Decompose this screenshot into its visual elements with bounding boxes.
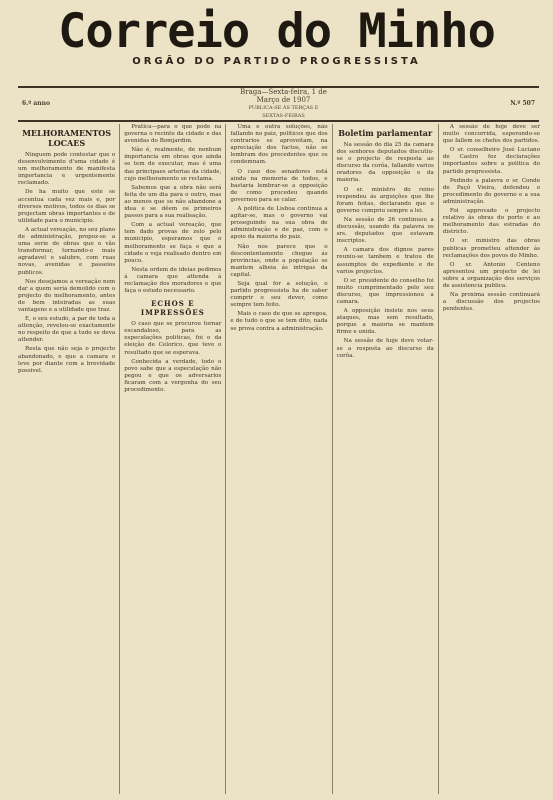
paragraph: Na sessão de 26 continuou a discussão, usando da palavra os srs. deputados que estavam inscriptos.	[336, 216, 434, 245]
paragraph: Nesta ordem de ideias pedimos á camara que attenda á reclamação dos moradores e que faça o estudo necessario.	[124, 266, 222, 295]
paragraph: Com a actual vereação, que tem dado provas de zelo pelo municipio, esperamos que o melhoramento se faça e que a cidade o veja realisado dentro em pouco.	[124, 222, 222, 264]
paragraph: Não nos parece que o descontentamento chegue ás provincias, onde a população se mantem alheia ás intrigas da capital.	[230, 243, 328, 278]
paragraph: O sr. presidente do conselho foi muito cumprimentado pelo seu discurso, que impressionou a camara.	[336, 277, 434, 305]
column-2	[120, 124, 226, 794]
paragraph: O sr. ministro das obras publicas prometteu attender ás reclamações dos povos do Minho.	[442, 238, 541, 259]
column-5	[439, 124, 544, 794]
article-heading: MELHORAMENTOS LOCAES	[22, 128, 112, 148]
info-bar	[18, 86, 539, 122]
paragraph: Na sessão do dia 25 da camara dos senhores deputados discutiu-se o projecto de resposta ao discurso da corôa, fallando varios oradores da opposição e da maioria.	[336, 142, 434, 184]
paragraph: Foi approvado o projecto relativo ás obras do porto e ao melhoramento das estradas do districto.	[442, 208, 541, 236]
paragraph: A opposição insiste nos seus ataques, mas sem resultado, porque a maioria se mantem firme e unida.	[336, 308, 434, 336]
paragraph: Resta que não seja o projecto abandonado, e que a camara o leve por diante com a brevidade possivel.	[18, 346, 116, 374]
paragraph: Na proxima sessão continuará a discussão dos projectos pendentes.	[442, 292, 541, 313]
newspaper-subtitle: ORGÃO DO PARTIDO PROGRESSISTA	[132, 56, 421, 67]
paragraph: Pratica—para o que pode na governa o recinto da cidade e das avenidas do Bomjardim.	[124, 124, 222, 145]
date-block	[234, 88, 333, 120]
paragraph: Na sessão de hoje deve votar-se a resposta ao discurso da corôa.	[336, 338, 434, 359]
pub-line: PUBLICA-SE ÁS TERÇAS E SEXTAS-FEIRAS	[248, 105, 319, 119]
paragraph: E, o seu estudo, a par de toda a attenção, revelou-se exactamente no respeito de que a tudo se deva attender.	[18, 316, 116, 344]
column-4	[333, 124, 439, 794]
paragraph: Ninguem pode contestar que o desenvolvimento d'uma cidade é um melhoramento de manifesta importancia e urgentemente reclamado.	[18, 152, 116, 187]
paragraph: A sessão de hoje deve ser muito concorrida, esperando-se que fallem os chefes dos partidos.	[442, 124, 541, 145]
newspaper-title: Correio do Minho	[58, 4, 495, 59]
paragraph: O caso dos senadores está ainda na memoria de todos, e bastaria lembrar-se a opposição de como procedeu quando governou para se calar.	[230, 168, 328, 203]
masthead	[18, 2, 535, 86]
issue-label: N.º 507	[510, 100, 535, 107]
paragraph: Mais o caso de que se apregoa, e de tudo o que se tem dito, nada se prova contra a administração.	[230, 311, 328, 332]
paragraph: Sabemos que a obra não será feita de um dia para o outro, mas ao menos que se não abandone a idea e se dêem os primeiros passos para a sua realisação.	[124, 184, 222, 220]
paragraph: Uma e outra soluções, não fallando no paiz, politicos que dos contrarios se aproveitam, na apreciação dos factos, não se lembram dos precedentes que os condemnam.	[230, 124, 328, 166]
columns	[14, 124, 544, 794]
paragraph: De ha muito que este se accentua cada vez mais e, por diversos motivos, todos os dias se projectam obras importantes e de utilidade para o municipio.	[18, 189, 116, 224]
year-label: 6.º anno	[22, 100, 50, 107]
paragraph: A actual vereação, no seu plano de administração, propoz-se a uma serie de obras que o vão transformar, tornando-o mais agradavel e salubre, com ruas novas, avenidas e passeios publicos.	[18, 226, 116, 276]
paragraph: Conhecida a verdade, todo o povo sabe que a especulação não pegou e que os adversarios ficaram com a vergonha do seu procedimento.	[124, 358, 222, 393]
paragraph: Seja qual for a solução, o partido progressista ha de saber cumprir o seu dever, como sempre tem feito.	[230, 280, 328, 309]
paragraph: O sr. Antonio Centeno apresentou um projecto de lei sobre a organização dos serviços de assistencia publica.	[442, 261, 541, 289]
column-3	[226, 124, 332, 794]
paragraph: A politica de Lisboa continua a agitar-se, mas o governo vai proseguindo na sua obra de administração e de paz, com o apoio da maioria do paiz.	[230, 206, 328, 241]
section-heading: ECHOS E IMPRESSÕES	[140, 299, 205, 318]
column-1	[14, 124, 120, 794]
paragraph: Não é, realmente, de nenhum importancia em obras que ainda se tem de executar, mas é uma das principaes arterias da cidade, cujo melhoramento se reclama.	[124, 147, 222, 182]
paragraph: O caso que se procurou tornar escandaloso, para as especulações politicas, foi o da eleição de Celorico, que teve o resultado que se esperava.	[124, 321, 222, 356]
paragraph: O sr. conselheiro José Luciano de Castro fez declarações importantes sobre a politica do partido progressista.	[442, 147, 541, 175]
paragraph: Pedindo a palavra o sr. Conde de Paçô Vieira, defendeu o procedimento do governo e a sua administração.	[442, 177, 541, 205]
paragraph: O sr. ministro do reino respondeu ás arguições que lhe foram feitas, declarando que o governo cumpriu sempre a lei.	[336, 186, 434, 214]
article-heading: Boletim parlamentar	[338, 128, 433, 138]
paragraph: A camara dos dignos pares reuniu-se tambem e tratou de assumptos de expediente e de varios projectos.	[336, 247, 434, 275]
paragraph: Nos desejamos a vereação nem dar a quem seria demolido com o projecto do melhoramento, antes de bem inteiradas as suas vantagens e a utilidade que traz.	[18, 278, 116, 313]
date-line: Braga—Sexta-feira, 1 de Março de 1907	[240, 88, 327, 104]
